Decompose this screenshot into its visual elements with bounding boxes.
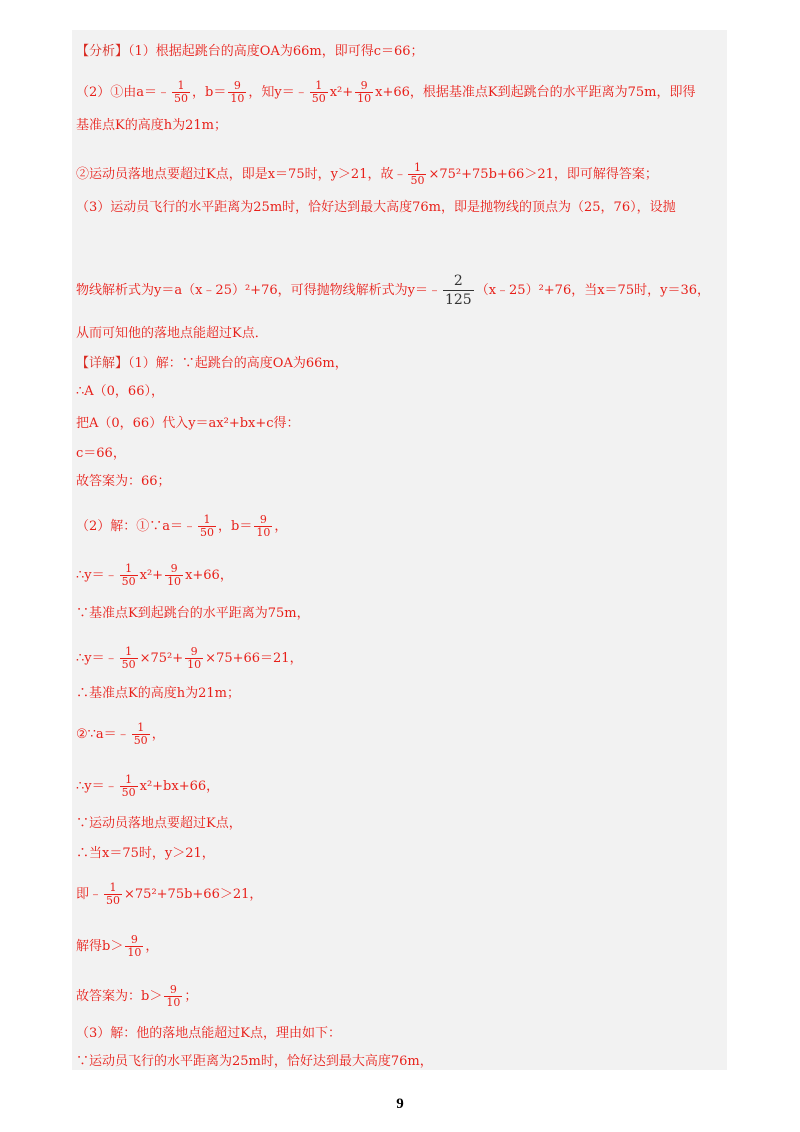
line-text: ②∵a＝﹣: [76, 727, 130, 742]
solution-line: [76, 200, 676, 216]
line-text: （1）解：∵起跳台的高度OA为66m，: [128, 356, 348, 371]
solution-line: [76, 934, 158, 959]
solution-line: [76, 514, 287, 539]
fraction: [355, 80, 373, 105]
fraction-numerator: 9: [228, 80, 246, 93]
fraction-denominator: 10: [256, 526, 271, 539]
line-text: ×75²+75b+66＞21，即可解得答案；: [428, 167, 658, 182]
fraction-numerator: 9: [165, 563, 183, 576]
line-text: （3）运动员飞行的水平距离为25m时，恰好达到最大高度76m，即是抛物线的顶点为（25，76），设抛: [76, 200, 676, 215]
line-text: x+66，根据基准点K到起跳台的水平距离为75m，即得: [375, 85, 696, 100]
fraction: [125, 934, 143, 959]
line-text: ∴基准点K的高度h为21m；: [76, 686, 240, 701]
line-text: ，知y＝﹣: [248, 85, 308, 100]
line-text: ，: [274, 519, 288, 534]
line-text: ∴A（0，66），: [76, 384, 164, 399]
solution-line: [76, 1054, 433, 1070]
line-text: 从而可知他的落地点能超过K点．: [76, 326, 268, 341]
fraction: [120, 563, 138, 588]
line-text: 即﹣: [76, 887, 103, 902]
fraction: [408, 162, 426, 187]
fraction: [443, 272, 474, 309]
fraction-numerator: 9: [355, 80, 373, 93]
fraction-denominator: 50: [121, 786, 136, 799]
solution-line: [76, 606, 310, 622]
solution-line: [76, 646, 303, 671]
fraction-denominator: 125: [444, 292, 472, 308]
fraction: [120, 774, 138, 799]
line-text: ∴当x＝75时，y＞21，: [76, 846, 215, 861]
line-text: 故答案为：b＞: [76, 989, 163, 1004]
fraction-numerator: 2: [443, 272, 474, 291]
fraction-denominator: 50: [410, 174, 425, 187]
line-text: ∴y＝﹣: [76, 779, 118, 794]
solution-line: [76, 384, 164, 400]
solution-line: [76, 1026, 341, 1042]
line-text: x²+: [329, 85, 354, 100]
line-text: ×75+66＝21，: [205, 651, 303, 666]
fraction-numerator: 9: [185, 646, 203, 659]
solution-line: [76, 356, 348, 372]
line-text: （2）①由a＝﹣: [76, 85, 171, 100]
line-text: ②运动员落地点要超过K点，即是x＝75时，y＞21，故﹣: [76, 167, 407, 182]
fraction: [164, 984, 182, 1009]
solution-line: [76, 272, 710, 309]
line-text: 故答案为：66；: [76, 474, 171, 489]
fraction: [132, 722, 150, 747]
line-text: ；: [184, 989, 198, 1004]
solution-line: [76, 474, 171, 490]
fraction: [198, 514, 216, 539]
line-text: （3）解：他的落地点能超过K点，理由如下：: [76, 1026, 341, 1041]
line-text: ∵运动员飞行的水平距离为25m时，恰好达到最大高度76m，: [76, 1054, 433, 1069]
line-text: x²+bx+66，: [139, 779, 220, 794]
solution-line: [76, 326, 268, 342]
fraction: [120, 646, 138, 671]
fraction: [165, 563, 183, 588]
fraction-denominator: 50: [121, 575, 136, 588]
line-text: 物线解析式为y＝a（x﹣25）²+76，可得抛物线解析式为y＝﹣: [76, 283, 441, 298]
line-text: x²+: [139, 568, 164, 583]
line-text: x+66，: [185, 568, 233, 583]
line-text: ×75²+75b+66＞21，: [124, 887, 263, 902]
fraction-denominator: 50: [311, 92, 326, 105]
fraction-numerator: 1: [172, 80, 190, 93]
solution-line: [76, 984, 197, 1009]
section-tag: 【详解】: [76, 356, 129, 371]
line-text: 解得b＞: [76, 939, 124, 954]
line-text: ，b＝: [192, 85, 227, 100]
line-text: （x﹣25）²+76，当x＝75时，y＝36，: [475, 283, 710, 298]
line-text: 基准点K的高度h为21m；: [76, 118, 227, 133]
fraction-numerator: 1: [310, 80, 328, 93]
section-tag: 【分析】: [76, 44, 129, 59]
solution-line: [76, 816, 242, 832]
fraction-numerator: 1: [104, 882, 122, 895]
fraction-numerator: 9: [125, 934, 143, 947]
fraction-numerator: 1: [120, 646, 138, 659]
solution-line: [76, 846, 215, 862]
fraction-denominator: 10: [127, 946, 142, 959]
fraction-denominator: 50: [121, 658, 136, 671]
line-text: ∴y＝﹣: [76, 651, 118, 666]
fraction-numerator: 9: [164, 984, 182, 997]
fraction-denominator: 10: [230, 92, 245, 105]
line-text: （1）根据起跳台的高度OA为66m，即可得c＝66；: [128, 44, 424, 59]
solution-line: [76, 416, 300, 432]
fraction: [254, 514, 272, 539]
fraction-denominator: 50: [106, 894, 121, 907]
fraction-numerator: 1: [120, 563, 138, 576]
fraction: [228, 80, 246, 105]
fraction-denominator: 10: [187, 658, 202, 671]
fraction: [172, 80, 190, 105]
fraction-numerator: 1: [198, 514, 216, 527]
line-text: ，: [145, 939, 159, 954]
line-text: ×75²+: [139, 651, 184, 666]
solution-line: [76, 882, 262, 907]
solution-line: [76, 44, 424, 60]
fraction-denominator: 10: [166, 996, 181, 1009]
solution-line: [76, 162, 658, 187]
fraction-numerator: 1: [408, 162, 426, 175]
solution-line: [76, 80, 696, 105]
solution-line: [76, 686, 240, 702]
fraction: [310, 80, 328, 105]
line-text: c＝66，: [76, 446, 126, 461]
fraction-denominator: 50: [200, 526, 215, 539]
fraction: [185, 646, 203, 671]
solution-line: [76, 446, 126, 462]
fraction-denominator: 10: [167, 575, 182, 588]
fraction-denominator: 50: [133, 734, 148, 747]
solution-line: [76, 722, 165, 747]
solution-line: [76, 774, 219, 799]
fraction-numerator: 9: [254, 514, 272, 527]
line-text: ∵基准点K到起跳台的水平距离为75m，: [76, 606, 310, 621]
fraction-numerator: 1: [132, 722, 150, 735]
solution-line: [76, 118, 227, 134]
line-text: ∴y＝﹣: [76, 568, 118, 583]
line-text: ∵运动员落地点要超过K点，: [76, 816, 242, 831]
line-text: （2）解：①∵a＝﹣: [76, 519, 197, 534]
line-text: ，b＝: [218, 519, 253, 534]
fraction-numerator: 1: [120, 774, 138, 787]
line-text: 把A（0，66）代入y＝ax²+bx+c得：: [76, 416, 300, 431]
fraction-denominator: 10: [357, 92, 372, 105]
solution-line: [76, 563, 233, 588]
page-number: 9: [396, 1096, 404, 1112]
fraction: [104, 882, 122, 907]
fraction-denominator: 50: [174, 92, 189, 105]
line-text: ，: [151, 727, 165, 742]
